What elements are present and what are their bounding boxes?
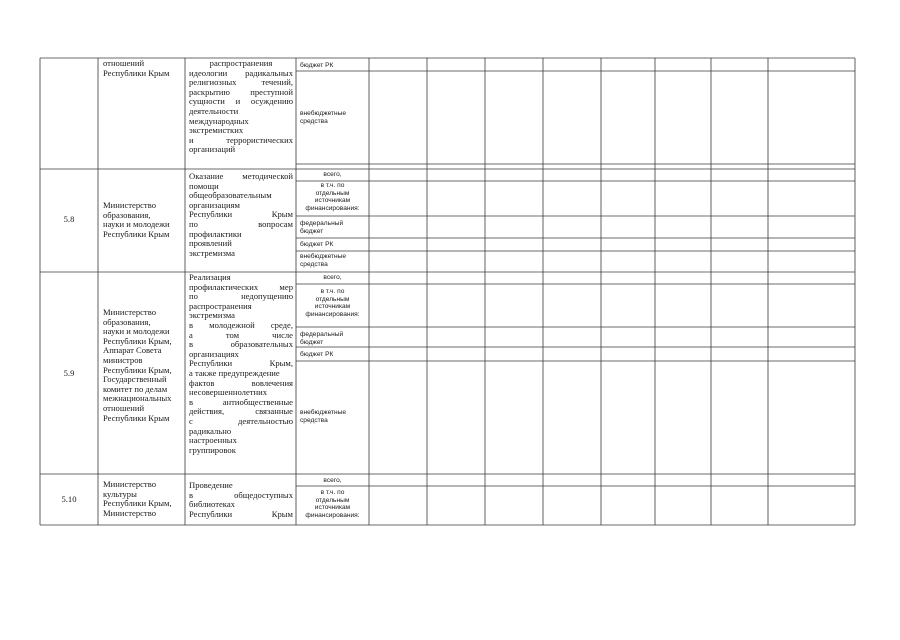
measure-line: Республики Крым bbox=[189, 209, 293, 220]
measure-line: религиозных течений, bbox=[189, 77, 293, 88]
measure-line: несовершеннолетних bbox=[189, 387, 268, 398]
measure-line: раскрытию преступной bbox=[189, 86, 293, 97]
executor-cell: Министерство образования, науки и молодежи Республики Крым bbox=[103, 201, 170, 239]
measure-cell bbox=[189, 481, 293, 519]
measure-line: в молодежной среде, bbox=[189, 319, 293, 330]
measure-line: Проведение bbox=[189, 481, 233, 490]
measure-line: настроенных bbox=[189, 435, 237, 446]
measure-line: общеобразовательным bbox=[189, 190, 272, 201]
measure-line: библиотеках bbox=[189, 499, 235, 510]
measure-line: сущности и осуждению bbox=[189, 96, 293, 107]
measure-line: по вопросам bbox=[189, 218, 293, 229]
measure-line: организациям bbox=[189, 199, 240, 210]
measure-line: группировок bbox=[189, 444, 236, 455]
measure-line: профилактики bbox=[189, 228, 242, 239]
measure-cell bbox=[189, 172, 293, 258]
row-number: 5.10 bbox=[61, 495, 77, 504]
measure-line: Оказание методической bbox=[189, 172, 293, 181]
source-cell: бюджет РК bbox=[300, 62, 334, 69]
measure-line: деятельности bbox=[189, 105, 239, 116]
measure-line: в антиобщественные bbox=[189, 396, 293, 407]
source-cell: всего, bbox=[323, 477, 342, 484]
measure-line: радикально bbox=[189, 425, 232, 436]
source-cell: внебюджетные средства bbox=[300, 409, 347, 424]
measure-line: по недопущению bbox=[189, 291, 293, 302]
measure-line: в общедоступных bbox=[189, 489, 293, 500]
source-cell: в т.ч. по отдельным источникам финансирования: bbox=[305, 182, 360, 212]
measure-cell bbox=[189, 273, 293, 455]
source-cell: федеральный бюджет bbox=[300, 331, 344, 346]
source-cell: федеральный бюджет bbox=[300, 220, 344, 235]
source-cell: всего, bbox=[323, 171, 342, 178]
executor-cell: Министерство образования, науки и молодежи Республики Крым, Аппарат Совета министров Республики Крым, Государственный комитет по делам межнациональных отношений Республики Крым bbox=[103, 308, 172, 423]
source-cell: бюджет РК bbox=[300, 351, 334, 358]
row-number: 5.9 bbox=[63, 369, 75, 378]
executor-cell: Министерство культуры Республики Крым, Министерство bbox=[103, 480, 172, 518]
measure-line: организаций bbox=[189, 144, 236, 155]
source-cell: бюджет РК bbox=[300, 241, 334, 248]
executor-cell: отношений Республики Крым bbox=[103, 59, 170, 78]
measure-line: Реализация bbox=[189, 273, 231, 282]
measure-line: Республики Крым, bbox=[189, 358, 293, 369]
measure-line: экстремистких bbox=[189, 125, 244, 136]
measure-line: проявлений bbox=[189, 238, 232, 249]
measure-line: организациях bbox=[189, 348, 239, 359]
measure-line: в образовательных bbox=[189, 339, 293, 350]
source-cell: внебюджетные средства bbox=[300, 110, 347, 125]
measure-line: помощи bbox=[189, 180, 219, 191]
measure-line: международных bbox=[189, 115, 249, 126]
measure-line: распространения bbox=[209, 59, 273, 68]
measure-line: распространения bbox=[189, 300, 252, 311]
measure-line: с деятельностью bbox=[189, 415, 293, 426]
measure-line: действия, связанные bbox=[189, 406, 293, 417]
measure-line: а также предупреждение bbox=[189, 367, 280, 378]
source-cell: в т.ч. по отдельным источникам финансирования: bbox=[305, 288, 360, 318]
measure-line: а том числе bbox=[189, 329, 293, 340]
source-cell: в т.ч. по отдельным источникам финансирования: bbox=[305, 489, 360, 519]
measure-line: экстремизма bbox=[189, 247, 235, 258]
measure-line: экстремизма bbox=[189, 310, 235, 321]
measure-line: Республики Крым bbox=[189, 508, 293, 519]
measure-line: фактов вовлечения bbox=[189, 377, 293, 388]
measure-line: и террористических bbox=[189, 134, 293, 145]
source-cell: всего, bbox=[323, 274, 342, 281]
measure-line: профилактических мер bbox=[189, 281, 293, 292]
measure-cell bbox=[189, 59, 293, 155]
measure-line: идеологии радикальных bbox=[189, 67, 293, 78]
source-cell: внебюджетные средства bbox=[300, 253, 347, 268]
row-number: 5.8 bbox=[63, 215, 75, 224]
